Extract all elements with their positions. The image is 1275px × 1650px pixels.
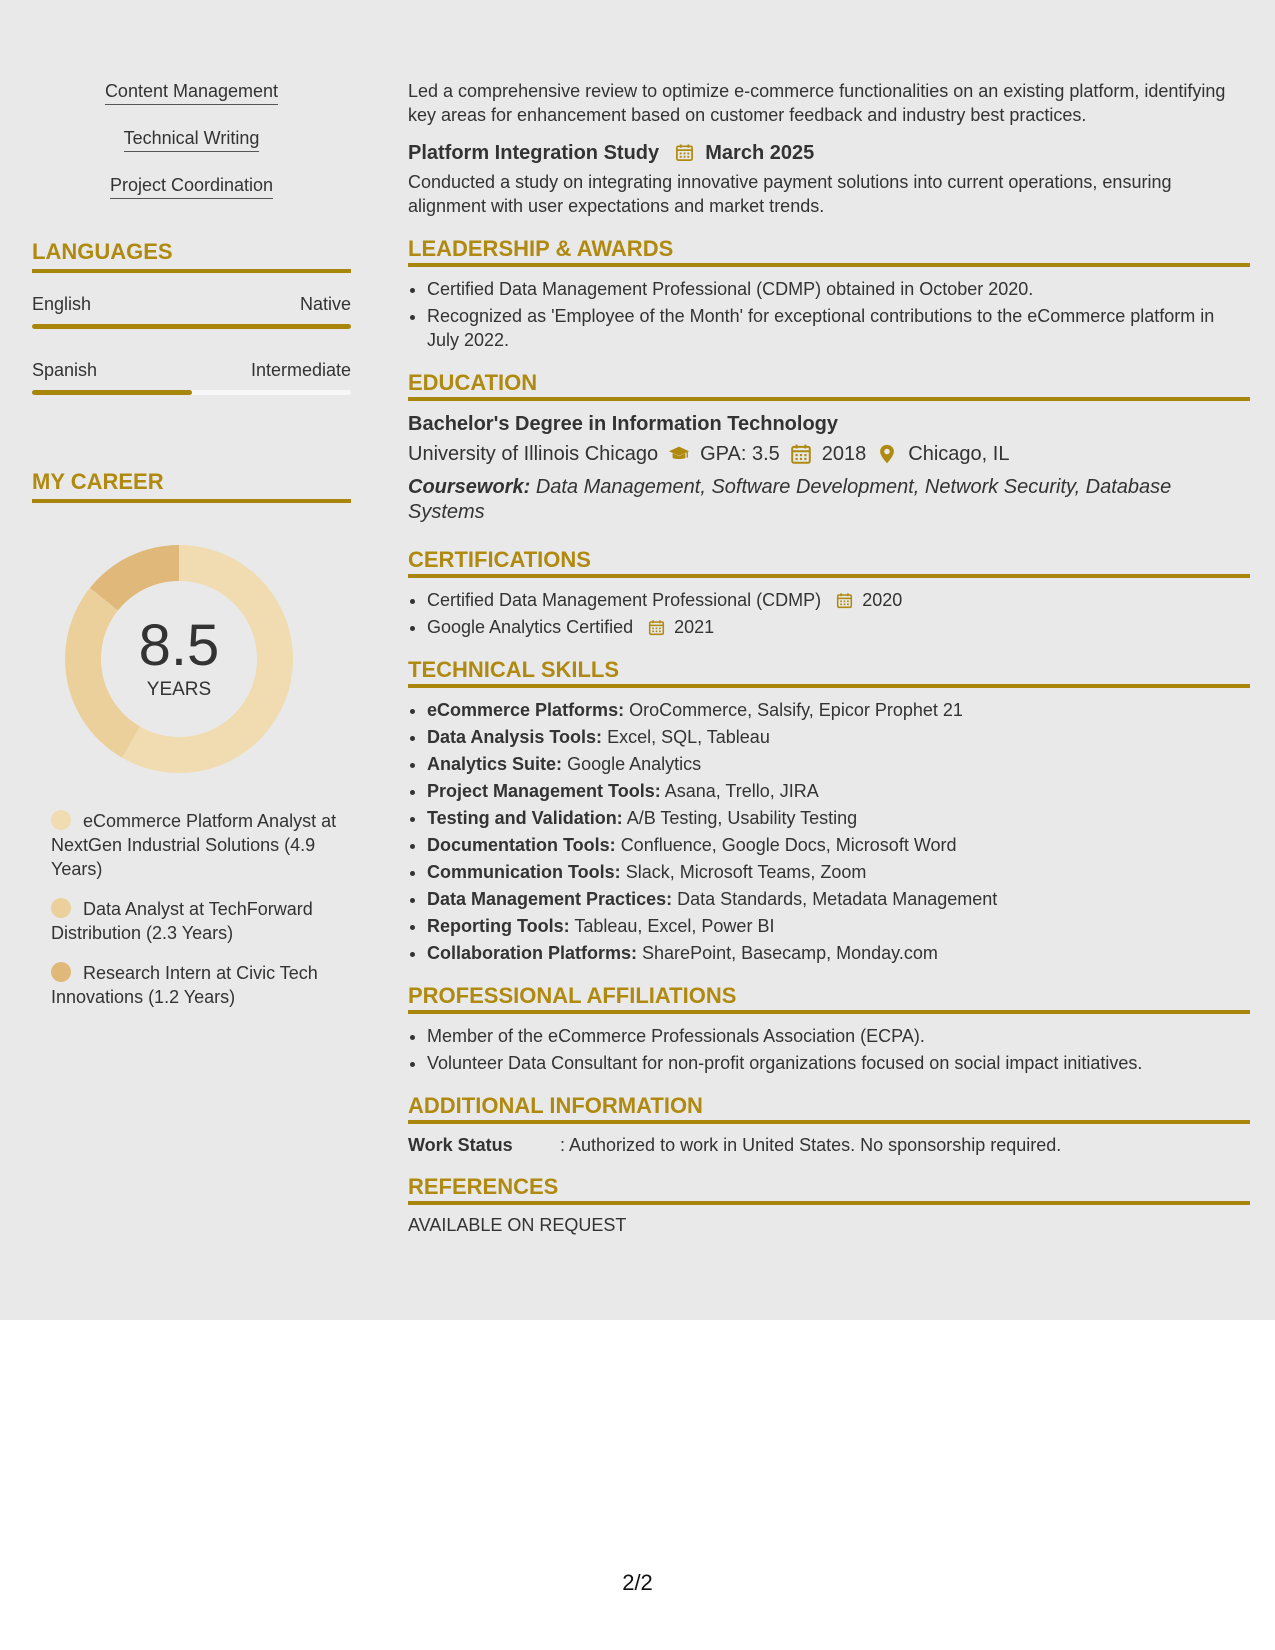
list-item <box>427 725 1250 749</box>
graduation-cap-icon <box>668 443 690 465</box>
skill-item: Technical Writing <box>124 127 260 152</box>
references-heading: REFERENCES <box>408 1174 1250 1205</box>
legend-dot <box>51 810 71 830</box>
skill-label: eCommerce Platforms: <box>427 700 625 720</box>
legend-item <box>51 961 341 1009</box>
language-bar <box>32 390 351 395</box>
list-item <box>427 615 1250 639</box>
skill-value: Data Standards, Metadata Management <box>677 889 998 909</box>
list-item <box>427 887 1250 911</box>
languages-heading: LANGUAGES <box>32 239 351 273</box>
skill-label: Project Management Tools: <box>427 781 661 801</box>
project-title: Platform Integration Study <box>408 142 660 164</box>
technical-skills-list <box>408 698 1250 965</box>
technical-skills-heading: TECHNICAL SKILLS <box>408 657 1250 688</box>
legend-label: Research Intern at Civic Tech Innovations (1.2 Years) <box>51 963 318 1007</box>
affiliations-heading: PROFESSIONAL AFFILIATIONS <box>408 983 1250 1014</box>
language-name: English <box>32 294 92 314</box>
work-status-label: Work Status <box>408 1135 513 1155</box>
education-degree: Bachelor's Degree in Information Technology <box>408 413 839 435</box>
certification-year: 2021 <box>674 617 715 637</box>
skill-value: OroCommerce, Salsify, Epicor Prophet 21 <box>629 700 963 720</box>
language-name: Spanish <box>32 360 98 380</box>
skill-label: Collaboration Platforms: <box>427 943 638 963</box>
skill-value: Google Analytics <box>567 754 702 774</box>
skill-item: Project Coordination <box>110 174 273 199</box>
leadership-heading: LEADERSHIP & AWARDS <box>408 236 1250 267</box>
language-level: Native <box>299 294 351 314</box>
page-number: 2/2 <box>622 1570 653 1595</box>
language-bar <box>32 324 351 329</box>
references-text: AVAILABLE ON REQUEST <box>408 1215 627 1235</box>
list-item <box>427 698 1250 722</box>
education-coursework <box>408 475 1250 525</box>
coursework-label: Coursework: <box>408 476 531 498</box>
work-status-value: : Authorized to work in United States. No sponsorship required. <box>560 1135 1062 1155</box>
list-item <box>427 941 1250 965</box>
certifications-heading: CERTIFICATIONS <box>408 547 1250 578</box>
career-total: 8.5 <box>138 613 220 678</box>
certification-name: Google Analytics Certified <box>427 617 634 637</box>
education-heading: EDUCATION <box>408 370 1250 401</box>
calendar-icon <box>675 143 694 162</box>
list-item: • Recognized as 'Employee of the Month' for exceptional contributions to the eCommerce platform in July 2022. <box>427 304 1250 352</box>
skill-value: A/B Testing, Usability Testing <box>626 808 858 828</box>
location-pin-icon <box>876 443 898 465</box>
list-item: • Member of the eCommerce Professionals Association (ECPA). <box>427 1024 1250 1048</box>
project-intro: Led a comprehensive review to optimize e-commerce functionalities on an existing platform, identifying key areas for enhancement based on customer feedback and industry best practices. <box>408 81 1226 125</box>
education-details <box>408 439 1250 469</box>
legend-label: Data Analyst at TechForward Distribution (2.3 Years) <box>51 899 313 943</box>
skill-label: Communication Tools: <box>427 862 621 882</box>
skill-value: Asana, Trello, JIRA <box>664 781 819 801</box>
calendar-icon <box>836 592 853 609</box>
language-level: Intermediate <box>250 360 351 380</box>
main-content <box>408 79 1250 1236</box>
list-item: • Volunteer Data Consultant for non-profit organizations focused on social impact initiatives. <box>427 1051 1250 1075</box>
legend-dot <box>51 898 71 918</box>
project-description: Conducted a study on integrating innovative payment solutions into current operations, ensuring alignment with user expectations and market trends. <box>408 172 1172 216</box>
skill-value: Excel, SQL, Tableau <box>607 727 770 747</box>
education-location: Chicago, IL <box>908 443 1010 465</box>
skill-value: Tableau, Excel, Power BI <box>574 916 775 936</box>
skill-item: Content Management <box>105 80 278 105</box>
list-item <box>427 588 1250 612</box>
legend-dot <box>51 962 71 982</box>
calendar-icon <box>648 619 665 636</box>
skill-value: SharePoint, Basecamp, Monday.com <box>642 943 938 963</box>
skill-label: Documentation Tools: <box>427 835 616 855</box>
list-item <box>427 806 1250 830</box>
sidebar <box>32 80 351 1025</box>
list-item: • Certified Data Management Professional (CDMP) obtained in October 2020. <box>427 277 1250 301</box>
skill-value: Confluence, Google Docs, Microsoft Word <box>620 835 957 855</box>
certifications-list <box>408 588 1250 639</box>
list-item <box>427 779 1250 803</box>
leadership-list <box>408 277 1250 352</box>
education-year: 2018 <box>821 443 867 465</box>
career-donut <box>65 545 293 773</box>
legend-item <box>51 897 341 945</box>
coursework-text: Data Management, Software Development, Network Security, Database Systems <box>408 476 1172 523</box>
language-spanish <box>32 359 351 395</box>
list-item <box>427 860 1250 884</box>
skill-label: Data Analysis Tools: <box>427 727 603 747</box>
skill-label: Analytics Suite: <box>427 754 563 774</box>
list-item <box>427 914 1250 938</box>
calendar-icon <box>790 443 812 465</box>
language-bar-fill <box>32 324 351 329</box>
legend-label: eCommerce Platform Analyst at NextGen Industrial Solutions (4.9 Years) <box>51 811 337 879</box>
skill-label: Reporting Tools: <box>427 916 570 936</box>
career-unit: YEARS <box>146 679 212 700</box>
affiliations-list <box>408 1024 1250 1075</box>
project-title-row <box>408 140 1250 166</box>
skill-label: Data Management Practices: <box>427 889 673 909</box>
career-legend <box>51 809 341 1009</box>
education-gpa: GPA: 3.5 <box>700 443 780 465</box>
list-item <box>427 752 1250 776</box>
language-bar-fill <box>32 390 192 395</box>
career-heading: MY CAREER <box>32 469 351 503</box>
additional-info-heading: ADDITIONAL INFORMATION <box>408 1093 1250 1124</box>
skills-list <box>32 80 351 199</box>
language-english <box>32 293 351 329</box>
skill-value: Slack, Microsoft Teams, Zoom <box>625 862 867 882</box>
project-date: March 2025 <box>705 142 815 164</box>
education-school: University of Illinois Chicago <box>408 443 659 465</box>
certification-name: Certified Data Management Professional (CDMP) <box>427 590 822 610</box>
skill-label: Testing and Validation: <box>427 808 623 828</box>
list-item <box>427 833 1250 857</box>
certification-year: 2020 <box>862 590 903 610</box>
legend-item <box>51 809 341 881</box>
work-status-row <box>408 1134 1250 1156</box>
